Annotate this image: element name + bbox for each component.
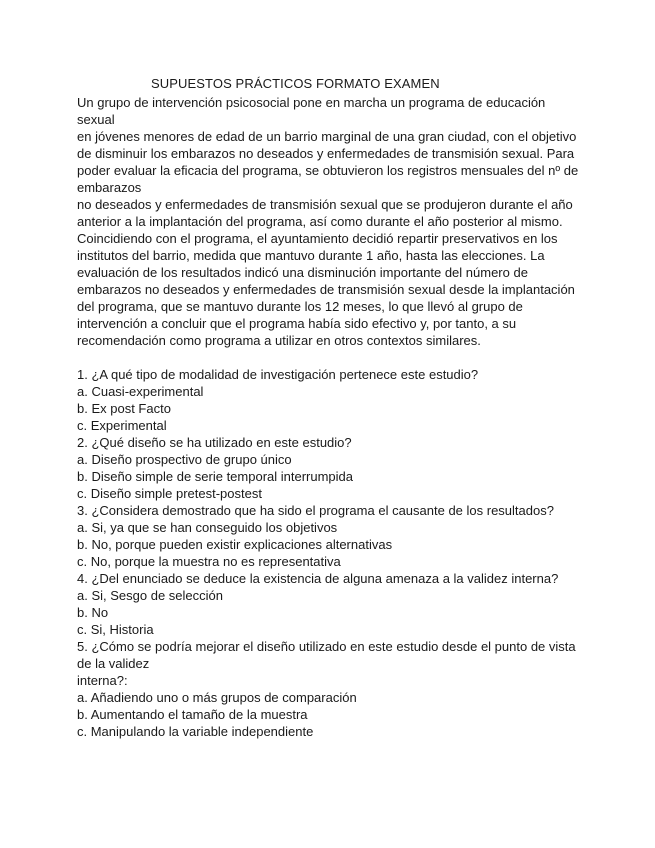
- question-3: 3. ¿Considera demostrado que ha sido el programa el causante de los resultados?: [77, 503, 554, 518]
- intro-line: de disminuir los embarazos no deseados y enfermedades de transmisión sexual. Para: [77, 146, 575, 161]
- question-4-option-a: a. Si, Sesgo de selección: [77, 588, 223, 603]
- question-4-option-c: c. Si, Historia: [77, 622, 154, 637]
- intro-line: institutos del barrio, medida que mantuvo durante 1 año, hasta las elecciones. La: [77, 248, 545, 263]
- question-5-continued: de la validez: [77, 656, 150, 671]
- intro-line: anterior a la implantación del programa, así como durante el año posterior al mismo.: [77, 214, 563, 229]
- question-3-option-c: c. No, porque la muestra no es representativa: [77, 554, 341, 569]
- question-4-option-b: b. No: [77, 605, 109, 620]
- question-5-continued: interna?:: [77, 673, 128, 688]
- question-5-option-c: c. Manipulando la variable independiente: [77, 724, 314, 739]
- paragraph-gap: [77, 349, 597, 366]
- intro-line: Un grupo de intervención psicosocial pone en marcha un programa de educación: [77, 95, 546, 110]
- intro-paragraph: [77, 94, 597, 349]
- intro-line: del programa, que se mantuvo durante los 12 meses, lo que llevó al grupo de: [77, 299, 523, 314]
- question-5-option-a: a. Añadiendo uno o más grupos de comparación: [77, 690, 357, 705]
- question-3-option-b: b. No, porque pueden existir explicaciones alternativas: [77, 537, 393, 552]
- intro-line: embarazos no deseados y enfermedades de transmisión sexual desde la implantación: [77, 282, 575, 297]
- intro-line: intervención a concluir que el programa había sido efectivo y, por tanto, a su: [77, 316, 517, 331]
- intro-line: embarazos: [77, 180, 142, 195]
- question-5-option-b: b. Aumentando el tamaño de la muestra: [77, 707, 308, 722]
- question-5: 5. ¿Cómo se podría mejorar el diseño utilizado en este estudio desde el punto de vista: [77, 639, 576, 654]
- question-3-option-a: a. Si, ya que se han conseguido los objetivos: [77, 520, 338, 535]
- question-2-option-a: a. Diseño prospectivo de grupo único: [77, 452, 292, 467]
- intro-line: recomendación como programa a utilizar en otros contextos similares.: [77, 333, 481, 348]
- document-title: SUPUESTOS PRÁCTICOS FORMATO EXAMEN: [151, 76, 440, 91]
- intro-line: en jóvenes menores de edad de un barrio marginal de una gran ciudad, con el objetivo: [77, 129, 577, 144]
- intro-line: evaluación de los resultados indicó una disminución importante del número de: [77, 265, 528, 280]
- question-2: 2. ¿Qué diseño se ha utilizado en este estudio?: [77, 435, 352, 450]
- questions-list: [77, 366, 597, 740]
- question-2-option-c: c. Diseño simple pretest-postest: [77, 486, 262, 501]
- question-2-option-b: b. Diseño simple de serie temporal interrumpida: [77, 469, 354, 484]
- intro-line: poder evaluar la eficacia del programa, se obtuvieron los registros mensuales del nº de: [77, 163, 579, 178]
- question-1-option-a: a. Cuasi-experimental: [77, 384, 204, 399]
- question-1-option-c: c. Experimental: [77, 418, 167, 433]
- document-body: [77, 94, 597, 740]
- question-1-option-b: b. Ex post Facto: [77, 401, 171, 416]
- question-4: 4. ¿Del enunciado se deduce la existencia de alguna amenaza a la validez interna?: [77, 571, 559, 586]
- intro-line: sexual: [77, 112, 115, 127]
- intro-line: Coincidiendo con el programa, el ayuntamiento decidió repartir preservativos en los: [77, 231, 558, 246]
- intro-line: no deseados y enfermedades de transmisión sexual que se produjeron durante el año: [77, 197, 573, 212]
- question-1: 1. ¿A qué tipo de modalidad de investigación pertenece este estudio?: [77, 367, 479, 382]
